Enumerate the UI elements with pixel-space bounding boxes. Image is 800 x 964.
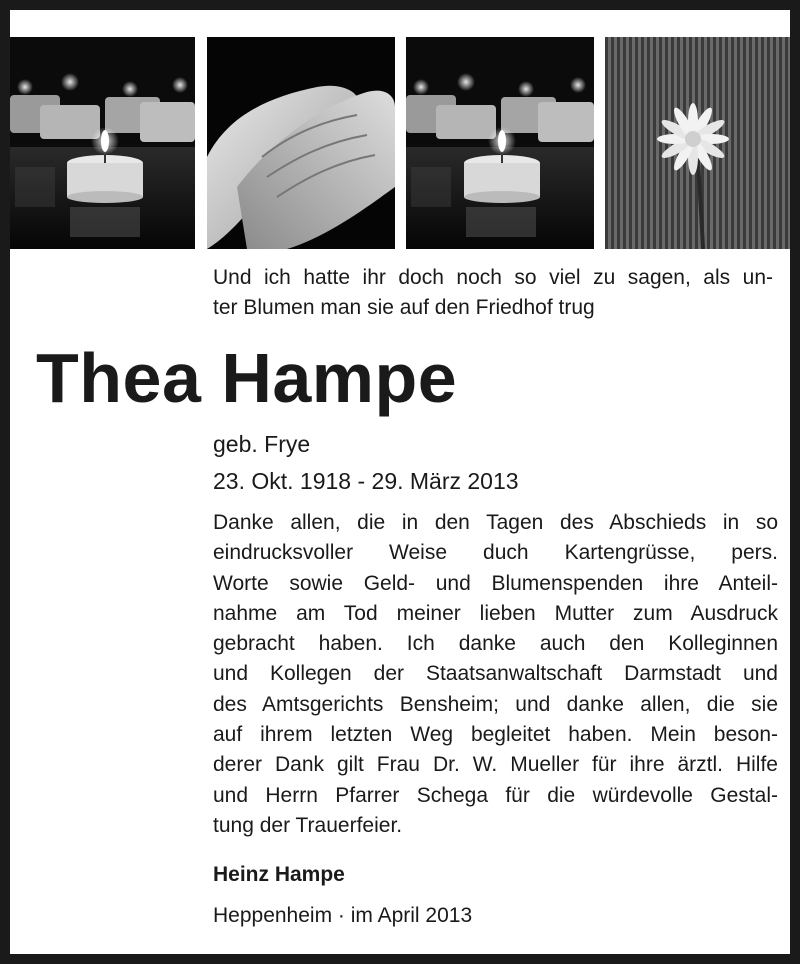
flower-photo — [605, 37, 790, 249]
life-dates: 23. Okt. 1918 - 29. März 2013 — [213, 468, 519, 494]
place-date: Heppenheim · im April 2013 — [213, 904, 473, 927]
body-line: gebracht haben. Ich danke auch den Kolleginnen — [213, 632, 778, 656]
deceased-name: Thea Hampe — [36, 339, 458, 417]
candles-photo — [10, 37, 195, 249]
candles-photo — [406, 37, 594, 249]
photo-strip — [10, 37, 790, 249]
body-line: derer Dank gilt Frau Dr. W. Mueller für ihre ärztl. Hilfe — [213, 753, 778, 777]
body-line: tung der Trauerfeier. — [213, 813, 403, 837]
signature: Heinz Hampe — [213, 863, 345, 886]
body-line: und Herrn Pfarrer Schega für die würdevolle Gestal- — [213, 783, 778, 807]
quote-line: ter Blumen man sie auf den Friedhof trug — [213, 296, 595, 319]
memorial-quote — [213, 263, 773, 323]
body-line: auf ihrem letzten Weg begleitet haben. Mein beson- — [213, 723, 778, 747]
thank-you-text — [213, 508, 778, 841]
body-line: nahme am Tod meiner lieben Mutter zum Ausdruck — [213, 601, 778, 625]
birth-name: geb. Frye — [213, 431, 311, 457]
quote-line: Und ich hatte ihr doch noch so viel zu sagen, als un- — [213, 266, 773, 289]
body-line: des Amtsgerichts Bensheim; und danke allen, die sie — [213, 692, 778, 716]
hands-photo — [207, 37, 395, 249]
body-line: eindrucksvoller Weise duch Kartengrüsse, pers. — [213, 541, 778, 565]
body-line: und Kollegen der Staatsanwaltschaft Darmstadt und — [213, 662, 778, 686]
body-line: Worte sowie Geld- und Blumenspenden ihre Anteil- — [213, 571, 778, 595]
body-line: Danke allen, die in den Tagen des Abschieds in so — [213, 511, 778, 534]
